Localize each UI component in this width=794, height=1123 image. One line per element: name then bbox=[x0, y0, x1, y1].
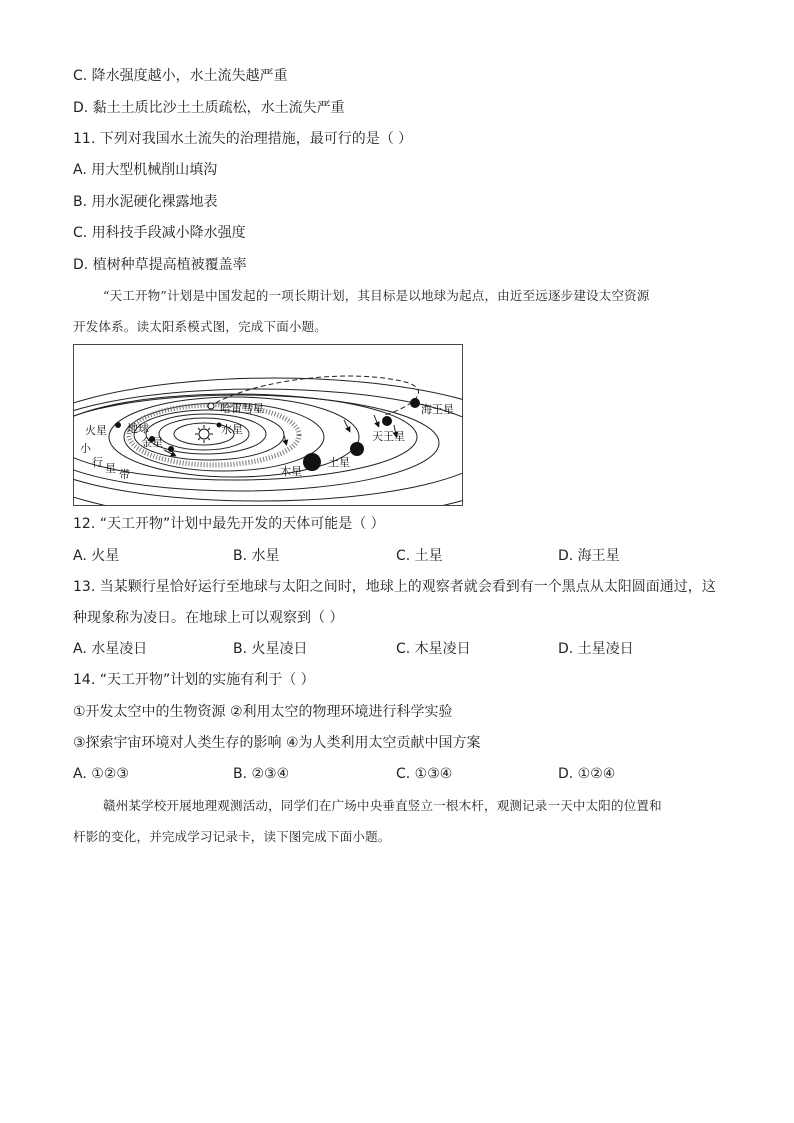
sun-icon bbox=[195, 425, 213, 443]
solar-system-diagram bbox=[73, 344, 463, 506]
label-saturn: 土星 bbox=[328, 456, 350, 469]
q12-option-b: B. 水星 bbox=[233, 548, 280, 564]
neptune-dot bbox=[410, 398, 420, 408]
question-13-line-1: 13. 当某颗行星恰好运行至地球与太阳之间时，地球上的观察者就会看到有一个黑点从太阳圆面通过，这 bbox=[73, 579, 716, 595]
label-asteroid-2: 行 bbox=[92, 456, 103, 469]
question-11: 11. 下列对我国水土流失的治理措施，最可行的是（ ） bbox=[73, 131, 413, 147]
label-mercury: 水星 bbox=[221, 423, 243, 436]
label-asteroid-3: 星 bbox=[105, 462, 116, 475]
q14-option-d: D. ①②④ bbox=[558, 766, 616, 782]
q13-option-c: C. 木星凌日 bbox=[396, 641, 471, 657]
intro-paragraph-1-line-2: 开发体系。读太阳系模式图，完成下面小题。 bbox=[73, 319, 328, 334]
q12-option-a: A. 火星 bbox=[73, 548, 120, 564]
comet-dot bbox=[208, 403, 214, 409]
jupiter-dot bbox=[303, 453, 321, 471]
solar-system-svg bbox=[74, 345, 462, 505]
question-12: 12. “天工开物”计划中最先开发的天体可能是（ ） bbox=[73, 516, 385, 532]
q12-option-d: D. 海王星 bbox=[558, 548, 620, 564]
q10-option-c: C. 降水强度越小，水土流失越严重 bbox=[73, 68, 288, 84]
label-mars: 火星 bbox=[85, 424, 107, 437]
intro-paragraph-2-line-1: 赣州某学校开展地理观测活动，同学们在广场中央垂直竖立一根木杆，观测记录一天中太阳的位置和 bbox=[103, 798, 662, 813]
q11-option-c: C. 用科技手段减小降水强度 bbox=[73, 225, 246, 241]
q14-statements-2: ③探索宇宙环境对人类生存的影响 ④为人类利用太空贡献中国方案 bbox=[73, 735, 481, 751]
q14-option-b: B. ②③④ bbox=[233, 766, 290, 782]
orbit-arrow-1 bbox=[344, 420, 349, 430]
orbit-arrow-2 bbox=[374, 415, 378, 425]
venus-dot bbox=[168, 446, 174, 452]
question-14: 14. “天工开物”计划的实施有利于（ ） bbox=[73, 672, 315, 688]
q13-option-d: D. 土星凌日 bbox=[558, 641, 634, 657]
intro-paragraph-1-line-1: “天工开物”计划是中国发起的一项长期计划，其目标是以地球为起点，由近至远逐步建设太空资源 bbox=[103, 288, 650, 303]
label-venus: 金星 bbox=[141, 436, 163, 449]
label-jupiter: 木星 bbox=[280, 465, 302, 478]
q14-option-a: A. ①②③ bbox=[73, 766, 129, 782]
q14-option-c: C. ①③④ bbox=[396, 766, 453, 782]
label-uranus: 天王星 bbox=[372, 430, 405, 443]
question-13-line-2: 种现象称为凌日。在地球上可以观察到（ ） bbox=[73, 610, 344, 626]
label-earth: 地球 bbox=[127, 422, 149, 435]
label-asteroid-4: 带 bbox=[119, 468, 130, 481]
label-neptune: 海王星 bbox=[421, 403, 454, 416]
q13-option-a: A. 水星凌日 bbox=[73, 641, 148, 657]
q11-option-a: A. 用大型机械削山填沟 bbox=[73, 162, 218, 178]
saturn-dot bbox=[350, 442, 364, 456]
intro-paragraph-2-line-2: 杆影的变化，并完成学习记录卡，读下图完成下面小题。 bbox=[73, 829, 391, 844]
q11-option-b: B. 用水泥硬化裸露地表 bbox=[73, 194, 218, 210]
q10-option-d: D. 黏土土质比沙土土质疏松，水土流失严重 bbox=[73, 100, 345, 116]
uranus-dot bbox=[382, 416, 392, 426]
q11-option-d: D. 植树种草提高植被覆盖率 bbox=[73, 257, 247, 273]
q12-option-c: C. 土星 bbox=[396, 548, 443, 564]
orbit-arrow-3 bbox=[284, 435, 286, 443]
mars-dot bbox=[115, 422, 121, 428]
label-comet: 哈雷彗星 bbox=[220, 402, 264, 415]
q13-option-b: B. 火星凌日 bbox=[233, 641, 308, 657]
label-asteroid-1: 小 bbox=[80, 442, 91, 455]
q14-statements-1: ①开发太空中的生物资源 ②利用太空的物理环境进行科学实验 bbox=[73, 704, 453, 720]
